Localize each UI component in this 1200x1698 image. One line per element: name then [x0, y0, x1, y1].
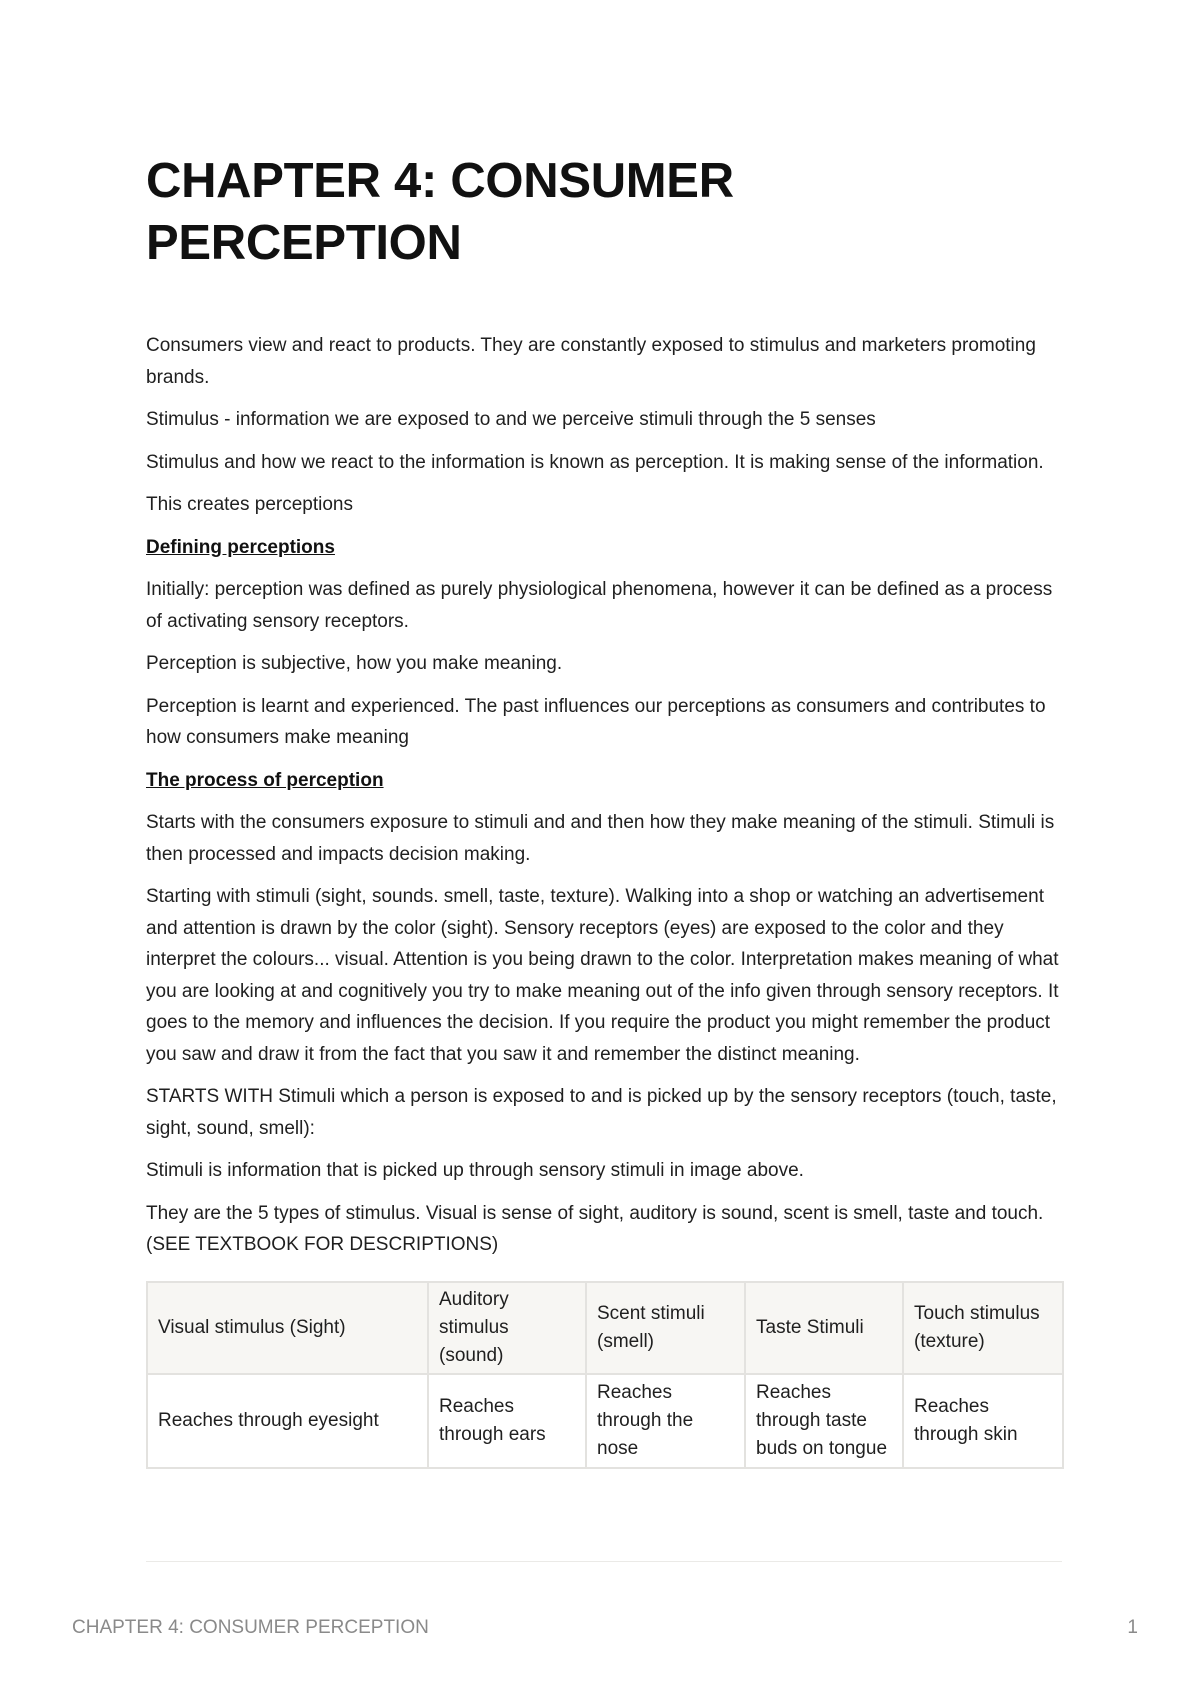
table-header-cell: Visual stimulus (Sight) — [147, 1282, 428, 1374]
paragraph: Starts with the consumers exposure to stimuli and and then how they make meaning of the stimuli. Stimuli is then processed and impacts decision making. — [146, 812, 1055, 865]
page-footer — [72, 1617, 1138, 1639]
table-header-row — [147, 1282, 1063, 1374]
paragraph: Starting with stimuli (sight, sounds. smell, taste, texture). Walking into a shop or watching an advertisement and attention is drawn by the color (sight). Sensory receptors (eyes) are exposed to the color and they interpret the colours... visual. Attention is you being drawn to the color. Interpretation makes meaning of what you are looking at and cognitively you try to make meaning out of the info given through sensory receptors. It goes to the memory and influences the decision. If you require the product you might remember the product you saw and draw it from the fact that you saw it and remember the distinct meaning. — [146, 886, 1059, 1065]
page-number: 1 — [1127, 1617, 1138, 1638]
table-cell: Reaches through ears — [428, 1374, 586, 1468]
paragraph: Stimuli is information that is picked up through sensory stimuli in image above. — [146, 1160, 804, 1181]
stimulus-table — [146, 1281, 1064, 1469]
paragraph: Perception is subjective, how you make meaning. — [146, 653, 563, 674]
paragraph: Consumers view and react to products. They are constantly exposed to stimulus and marketers promoting brands. — [146, 335, 1036, 388]
table-cell: Reaches through skin — [903, 1374, 1063, 1468]
page-title: CHAPTER 4: CONSUMER PERCEPTION — [146, 154, 734, 270]
table-header-cell: Taste Stimuli — [745, 1282, 903, 1374]
table-header-cell: Auditory stimulus (sound) — [428, 1282, 586, 1374]
paragraph: STARTS WITH Stimuli which a person is exposed to and is picked up by the sensory receptors (touch, taste, sight, sound, smell): — [146, 1086, 1057, 1139]
table-header-cell: Scent stimuli (smell) — [586, 1282, 745, 1374]
paragraph: Stimulus - information we are exposed to and we perceive stimuli through the 5 senses — [146, 409, 876, 430]
paragraph: Perception is learnt and experienced. The past influences our perceptions as consumers and contributes to how consumers make meaning — [146, 695, 1046, 748]
paragraph: They are the 5 types of stimulus. Visual is sense of sight, auditory is sound, scent is smell, taste and touch. (SEE TEXTBOOK FOR DESCRIPTIONS) — [146, 1202, 1044, 1255]
table-header-cell: Touch stimulus (texture) — [903, 1282, 1063, 1374]
table-cell: Reaches through eyesight — [147, 1374, 428, 1468]
paragraph: Stimulus and how we react to the information is known as perception. It is making sense of the information. — [146, 451, 1044, 473]
table-cell: Reaches through the nose — [586, 1374, 745, 1468]
divider — [146, 1561, 1062, 1562]
table-cell: Reaches through taste buds on tongue — [745, 1374, 903, 1468]
paragraph: Initially: perception was defined as purely physiological phenomena, however it can be defined as a process of activating sensory receptors. — [146, 579, 1053, 632]
footer-title: CHAPTER 4: CONSUMER PERCEPTION — [72, 1617, 429, 1638]
section-heading-process-of-perception: The process of perception — [146, 769, 384, 791]
section-heading-defining-perceptions: Defining perceptions — [146, 536, 335, 558]
document-page — [146, 150, 1062, 1469]
paragraph: This creates perceptions — [146, 494, 353, 515]
table-row — [147, 1374, 1063, 1468]
